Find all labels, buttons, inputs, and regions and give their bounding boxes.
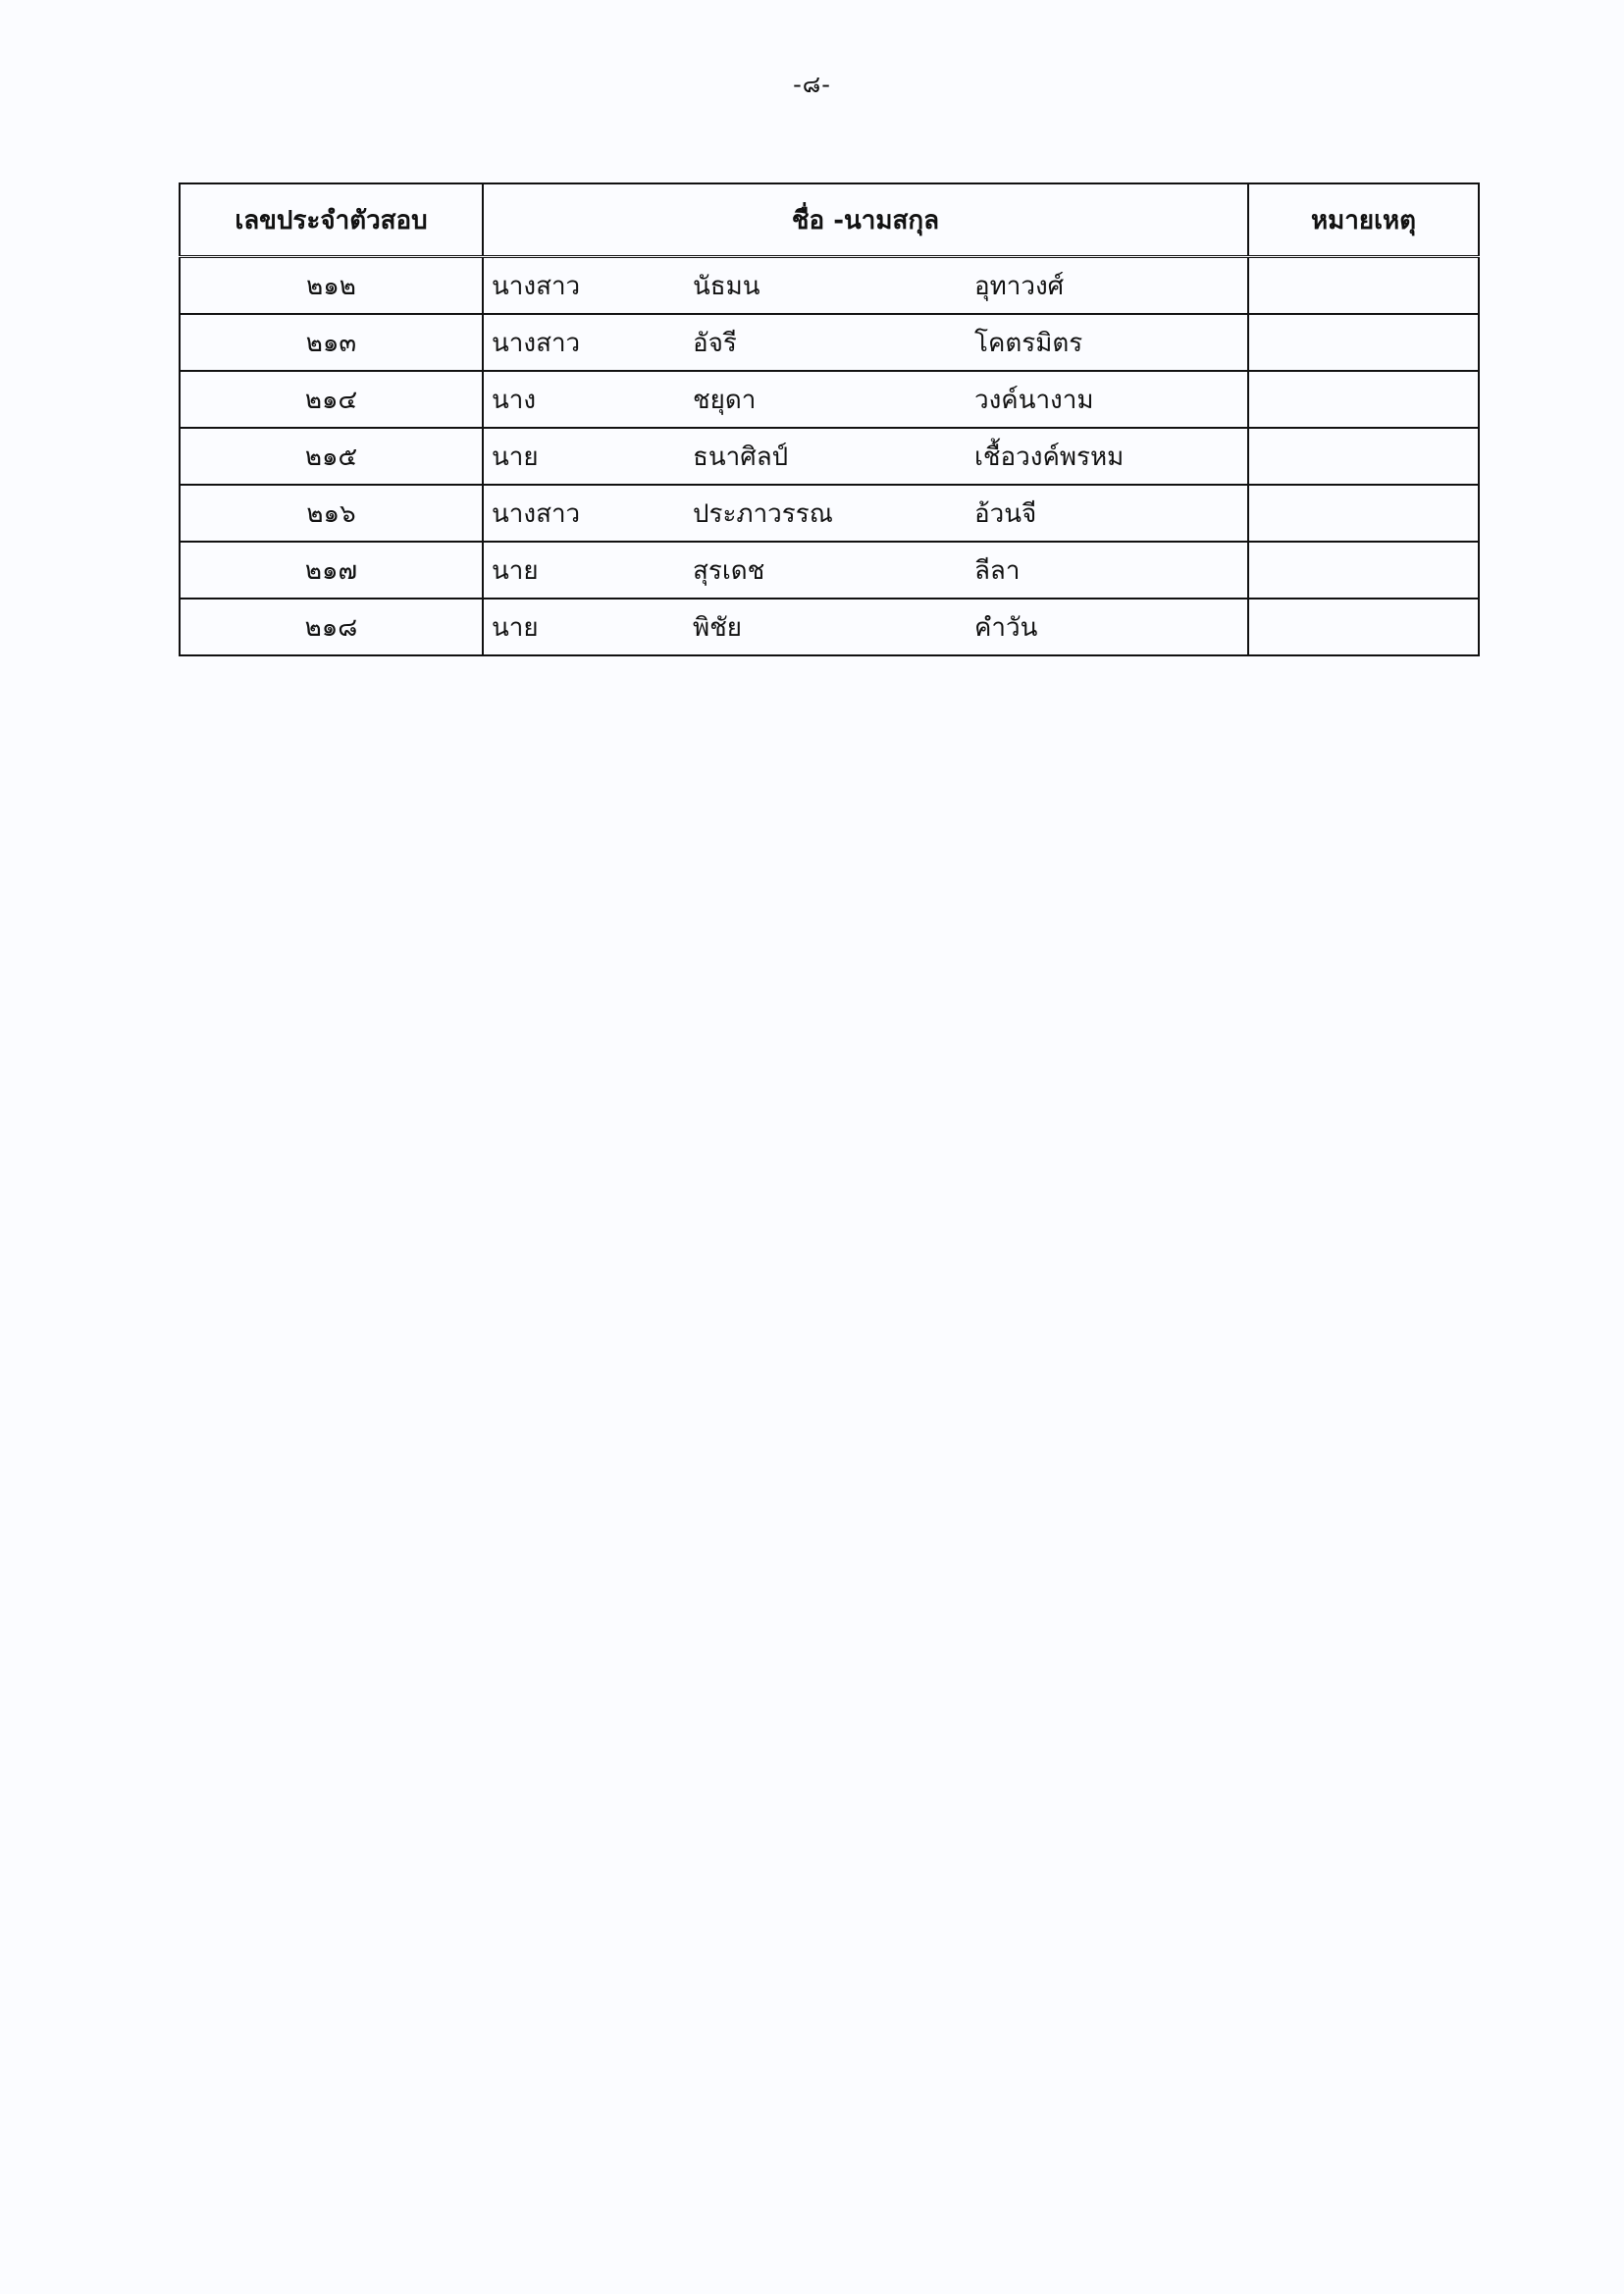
table-row: [180, 599, 1479, 655]
name-title: นาย: [492, 442, 539, 472]
table-row: [180, 485, 1479, 542]
last-name: อุทาวงศ์: [974, 271, 1065, 301]
exam-id-cell: ๒๑๖: [180, 485, 483, 542]
page-number: -๘-: [793, 71, 831, 98]
first-name: นัธมน: [693, 271, 760, 301]
last-name: เชื้อวงค์พรหม: [974, 442, 1125, 472]
remarks-cell: [1248, 428, 1479, 485]
table-row: [180, 314, 1479, 371]
first-name: พิชัย: [693, 612, 743, 643]
first-name: สุรเดช: [693, 555, 765, 586]
last-name: อ้วนจี: [974, 498, 1037, 529]
first-name: อัจรี: [693, 328, 737, 358]
table-header-row: [180, 183, 1479, 257]
exam-id-cell: ๒๑๕: [180, 428, 483, 485]
header-full-name: ชื่อ -นามสกุล: [483, 183, 1248, 257]
name-cell: [483, 542, 1248, 599]
table-row: [180, 428, 1479, 485]
first-name: ประภาวรรณ: [693, 498, 833, 529]
remarks-cell: [1248, 542, 1479, 599]
name-title: นาย: [492, 612, 539, 643]
name-title: นางสาว: [492, 328, 581, 358]
name-cell: [483, 314, 1248, 371]
exam-id-cell: ๒๑๗: [180, 542, 483, 599]
first-name: ธนาศิลป์: [693, 442, 789, 472]
exam-id-cell: ๒๑๔: [180, 371, 483, 428]
exam-id-cell: ๒๑๒: [180, 257, 483, 315]
last-name: โคตรมิตร: [974, 328, 1083, 358]
name-title: นาย: [492, 555, 539, 586]
remarks-cell: [1248, 371, 1479, 428]
name-cell: [483, 371, 1248, 428]
last-name: ลีลา: [974, 555, 1021, 586]
name-title: นางสาว: [492, 498, 581, 529]
header-remarks: หมายเหตุ: [1248, 183, 1479, 257]
name-cell: [483, 257, 1248, 315]
exam-id-cell: ๒๑๓: [180, 314, 483, 371]
first-name: ชยุดา: [693, 385, 757, 415]
name-title: นางสาว: [492, 271, 581, 301]
remarks-cell: [1248, 314, 1479, 371]
table-row: [180, 542, 1479, 599]
table-row: [180, 257, 1479, 315]
last-name: วงค์นางาม: [974, 385, 1094, 415]
name-cell: [483, 428, 1248, 485]
remarks-cell: [1248, 257, 1479, 315]
name-cell: [483, 485, 1248, 542]
remarks-cell: [1248, 599, 1479, 655]
name-cell: [483, 599, 1248, 655]
last-name: คำวัน: [974, 612, 1038, 643]
header-exam-id: เลขประจำตัวสอบ: [180, 183, 483, 257]
remarks-cell: [1248, 485, 1479, 542]
name-title: นาง: [492, 385, 537, 415]
exam-id-cell: ๒๑๘: [180, 599, 483, 655]
candidate-table: [179, 182, 1480, 656]
table-row: [180, 371, 1479, 428]
